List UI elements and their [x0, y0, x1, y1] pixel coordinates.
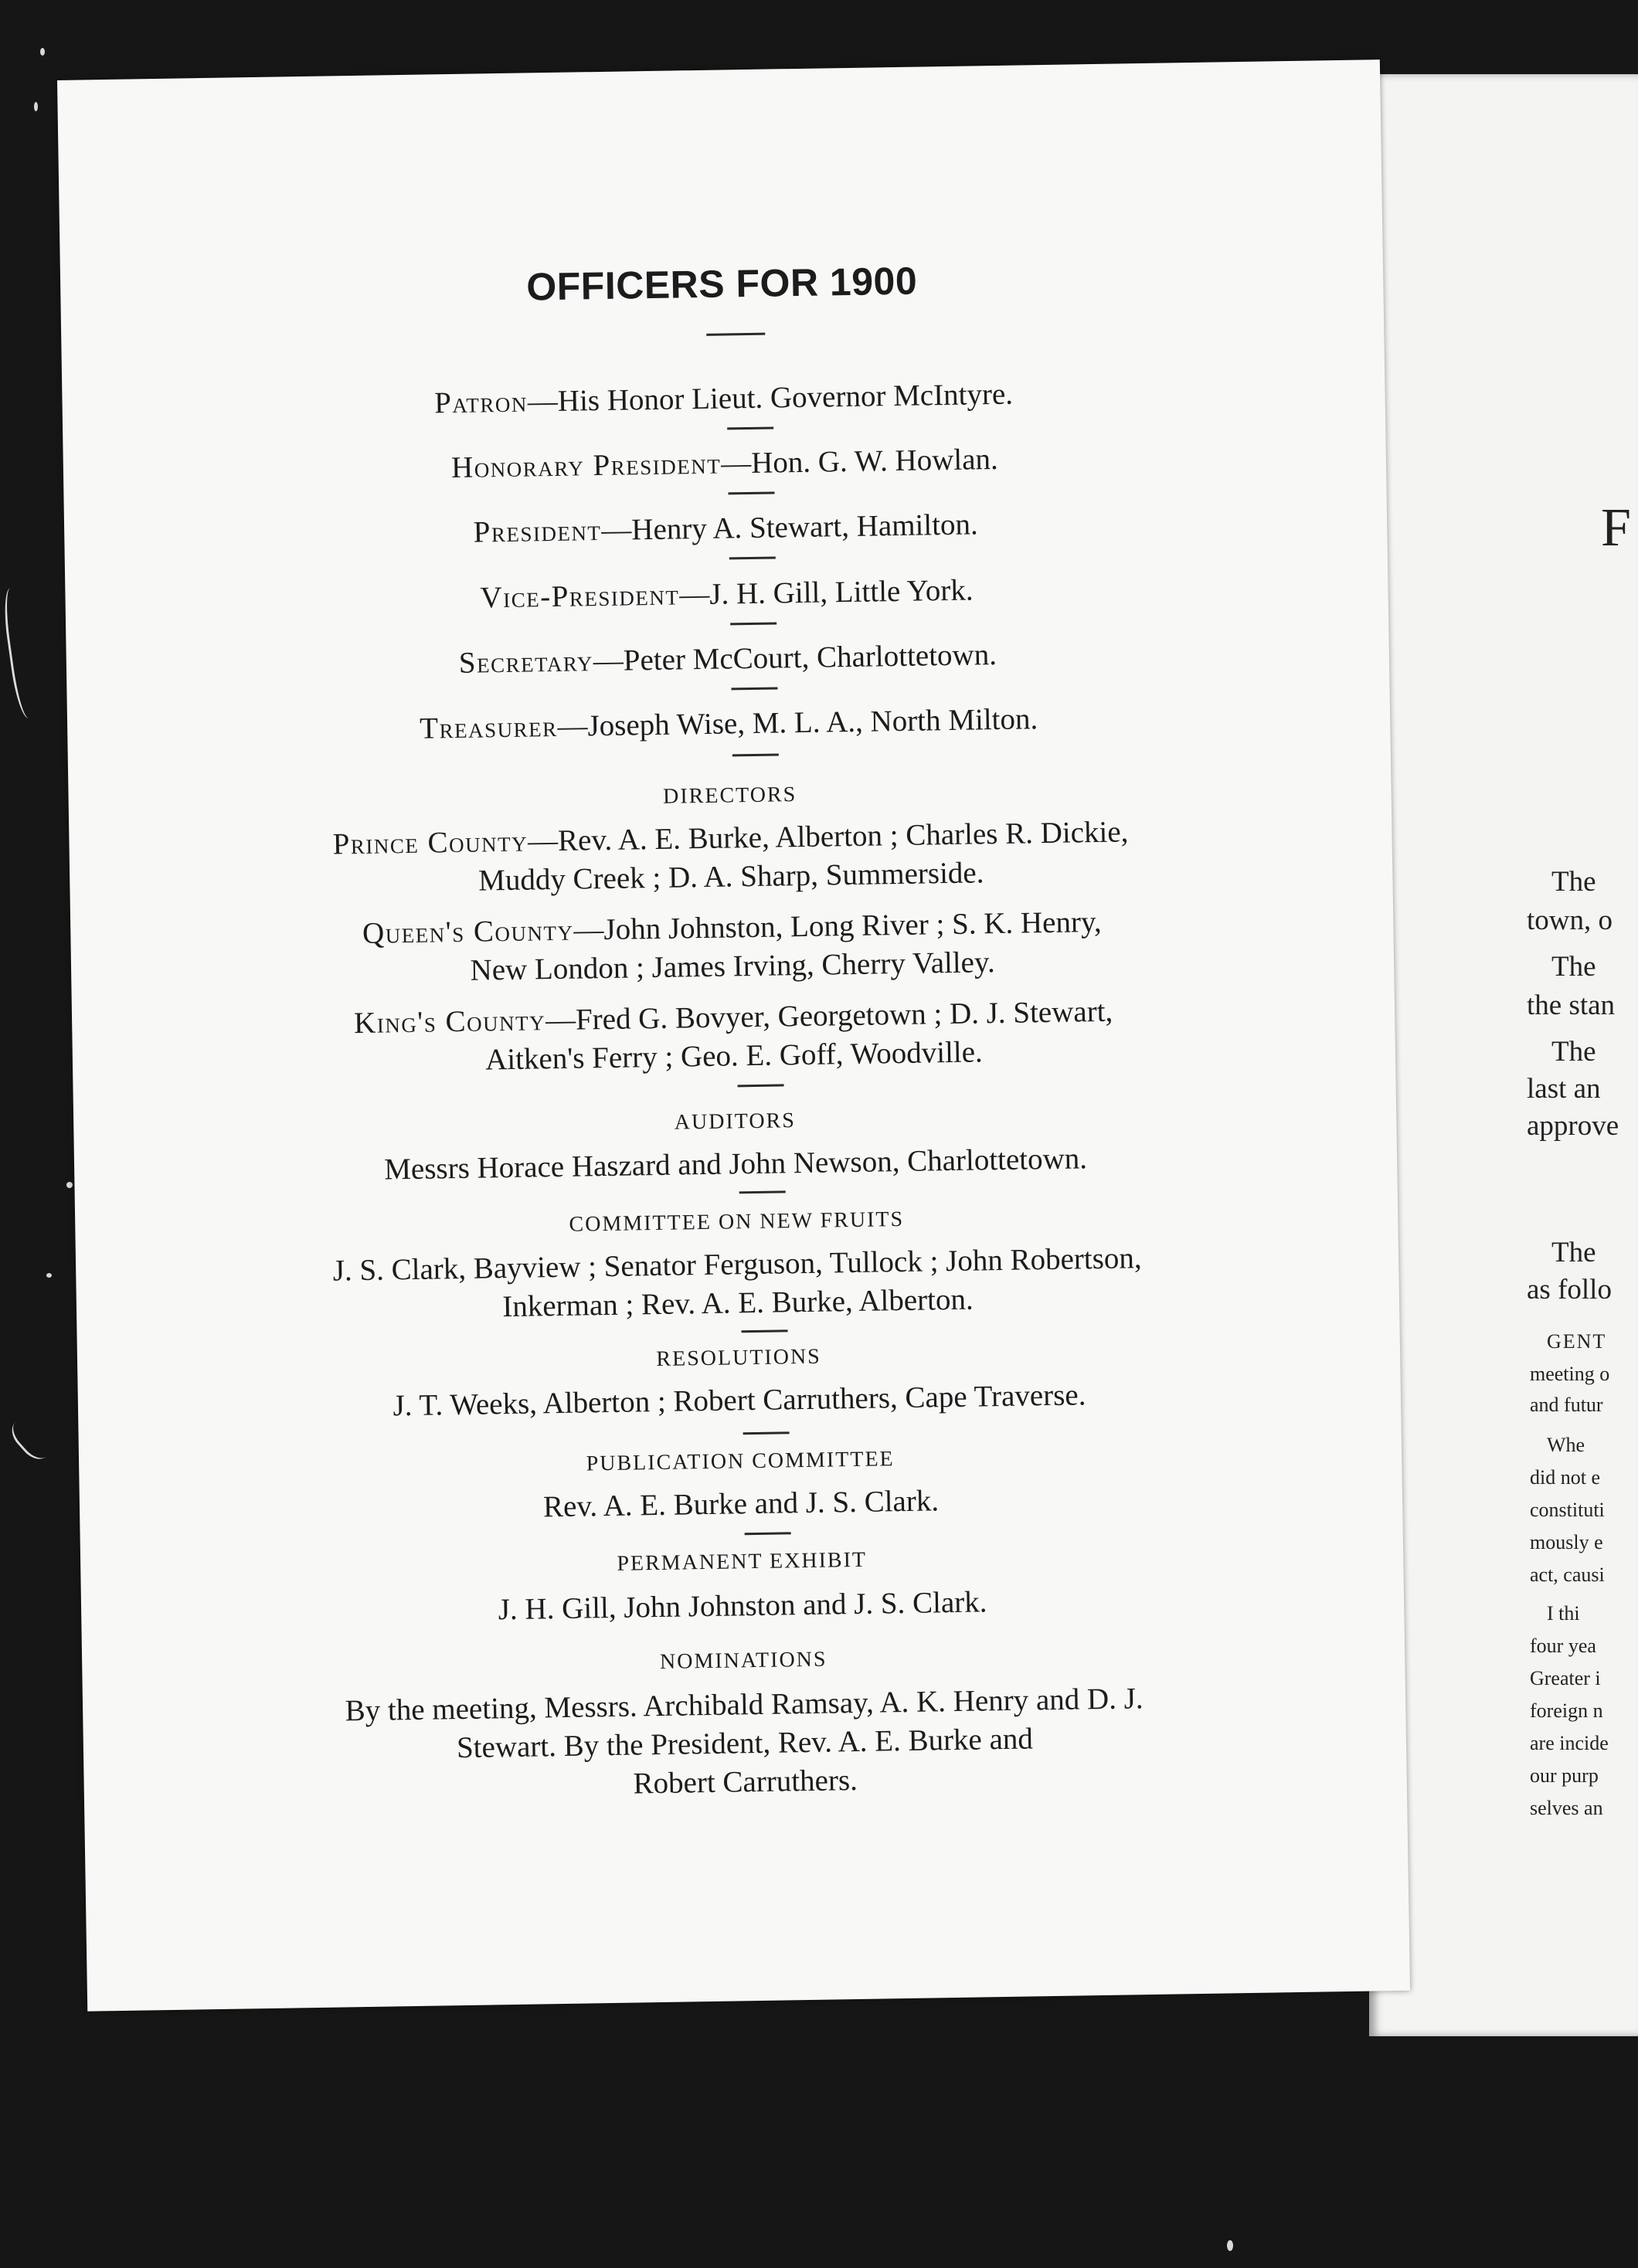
officer-president: [64, 501, 1387, 556]
resolutions-text: J. T. Weeks, Alberton ; Robert Carruthers, Cape Traverse.: [393, 1378, 1086, 1423]
facing-small-fragment: constituti: [1530, 1499, 1605, 1521]
scan-hair: [5, 1408, 61, 1465]
facing-text-fragment: approve: [1527, 1110, 1619, 1142]
title-rule: [706, 333, 765, 336]
role-label: Queen's County: [362, 913, 574, 950]
scan-speck: [1227, 2240, 1233, 2251]
facing-small-fragment: did not e: [1530, 1466, 1600, 1489]
facing-small-fragment: are incide: [1530, 1732, 1609, 1754]
facing-small-fragment: and futur: [1530, 1394, 1603, 1416]
facing-small-fragment: four yea: [1530, 1635, 1596, 1657]
section-heading-resolutions: RESOLUTIONS: [656, 1344, 821, 1372]
facing-small-fragment: foreign n: [1530, 1699, 1603, 1722]
role-label: Secretary: [458, 644, 594, 680]
scan-hair: [0, 586, 43, 720]
role-label: President: [473, 514, 602, 549]
officer-text: —J. H. Gill, Little York.: [678, 573, 974, 612]
facing-small-fragment: selves an: [1530, 1797, 1603, 1819]
officer-patron: [62, 371, 1385, 426]
officer-vice-president: [65, 566, 1388, 622]
separator-rule: [727, 426, 773, 429]
new-fruits-text: J. S. Clark, Bayview ; Senator Ferguson, Tullock ; John Robertson,: [332, 1241, 1142, 1288]
facing-small-fragment: our purp: [1530, 1764, 1599, 1787]
role-label: Prince County: [332, 824, 528, 861]
officer-honorary-president: [63, 436, 1386, 491]
section-heading-auditors: AUDITORS: [674, 1109, 797, 1135]
separator-rule: [729, 556, 776, 559]
officer-treasurer: [67, 696, 1390, 752]
officer-text: —Hon. G. W. Howlan.: [720, 442, 999, 480]
officer-text: —Henry A. Stewart, Hamilton.: [601, 508, 979, 548]
facing-small-fragment: meeting o: [1530, 1363, 1610, 1385]
director-text: —Fred G. Bovyer, Georgetown ; D. J. Stewart,: [545, 994, 1113, 1037]
officer-text: —Joseph Wise, M. L. A., North Milton.: [557, 702, 1038, 743]
facing-text-fragment: the stan: [1527, 990, 1616, 1021]
auditors-text: Messrs Horace Haszard and John Newson, Charlottetown.: [383, 1142, 1088, 1187]
separator-rule: [743, 1431, 790, 1434]
separator-rule: [739, 1190, 786, 1193]
section-heading-directors: DIRECTORS: [662, 783, 797, 809]
separator-rule: [728, 491, 774, 494]
role-label: Patron: [433, 385, 528, 420]
facing-text-fragment: The: [1551, 1237, 1596, 1268]
facing-text-fragment: last an: [1527, 1073, 1601, 1105]
nominations-text: By the meeting, Messrs. Archibald Ramsay, A. K. Henry and D. J.: [345, 1682, 1144, 1728]
director-queens-county-cont: New London ; James Irving, Cherry Valley.: [470, 946, 995, 987]
section-heading-nominations: NOMINATIONS: [659, 1647, 827, 1674]
separator-rule: [738, 1084, 784, 1087]
facing-small-fragment: I thi: [1547, 1602, 1580, 1625]
nominations-text-end: Robert Carruthers.: [633, 1764, 858, 1801]
separator-rule: [730, 622, 777, 625]
new-fruits-text-cont: Inkerman ; Rev. A. E. Burke, Alberton.: [501, 1282, 974, 1324]
facing-small-fragment: act, causi: [1530, 1563, 1605, 1586]
director-kings-county-cont: Aitken's Ferry ; Geo. E. Goff, Woodville.: [484, 1035, 984, 1077]
role-label: Treasurer: [419, 709, 558, 745]
exhibit-text: J. H. Gill, John Johnston and J. S. Clark.: [498, 1585, 987, 1627]
separator-rule: [731, 687, 777, 690]
director-text: —Rev. A. E. Burke, Alberton ; Charles R. Dickie,: [527, 815, 1129, 858]
separator-rule: [732, 753, 779, 756]
director-text: —John Johnston, Long River ; S. K. Henry,: [573, 905, 1102, 947]
facing-text-fragment: as follo: [1527, 1274, 1612, 1305]
section-heading-publication: PUBLICATION COMMITTEE: [586, 1447, 895, 1476]
scan-speck: [66, 1182, 73, 1188]
scan-speck: [34, 102, 38, 111]
publication-text: Rev. A. E. Burke and J. S. Clark.: [542, 1484, 940, 1524]
nominations-text-cont: Stewart. By the President, Rev. A. E. Burke and: [456, 1722, 1034, 1765]
officer-text: —Peter McCourt, Charlottetown.: [593, 637, 997, 678]
role-label: King's County: [353, 1003, 546, 1041]
section-heading-new-fruits: COMMITTEE ON NEW FRUITS: [569, 1207, 905, 1237]
facing-small-fragment: Whe: [1547, 1434, 1585, 1456]
facing-text-fragment: town, o: [1527, 905, 1613, 936]
separator-rule: [745, 1532, 791, 1535]
separator-rule: [742, 1329, 788, 1333]
facing-heading-fragment: F: [1601, 498, 1631, 558]
officer-secretary: [66, 631, 1389, 687]
scan-speck: [40, 48, 45, 56]
document-page: [57, 59, 1410, 2012]
facing-text-fragment: The: [1551, 866, 1596, 898]
facing-small-fragment: mously e: [1530, 1531, 1603, 1553]
officer-text: —His Honor Lieut. Governor McIntyre.: [527, 377, 1014, 419]
scan-speck: [46, 1273, 52, 1278]
facing-page: [1369, 74, 1638, 2036]
facing-small-fragment: GENT: [1547, 1330, 1607, 1353]
director-prince-county-cont: Muddy Creek ; D. A. Sharp, Summerside.: [477, 856, 984, 898]
role-label: Honorary President: [450, 446, 722, 485]
facing-small-fragment: Greater i: [1530, 1667, 1601, 1689]
page-title: OFFICERS FOR 1900: [525, 259, 918, 309]
role-label: Vice-President: [480, 578, 680, 615]
facing-text-fragment: The: [1551, 951, 1596, 983]
facing-text-fragment: The: [1551, 1036, 1596, 1068]
section-heading-exhibit: PERMANENT EXHIBIT: [617, 1547, 868, 1576]
